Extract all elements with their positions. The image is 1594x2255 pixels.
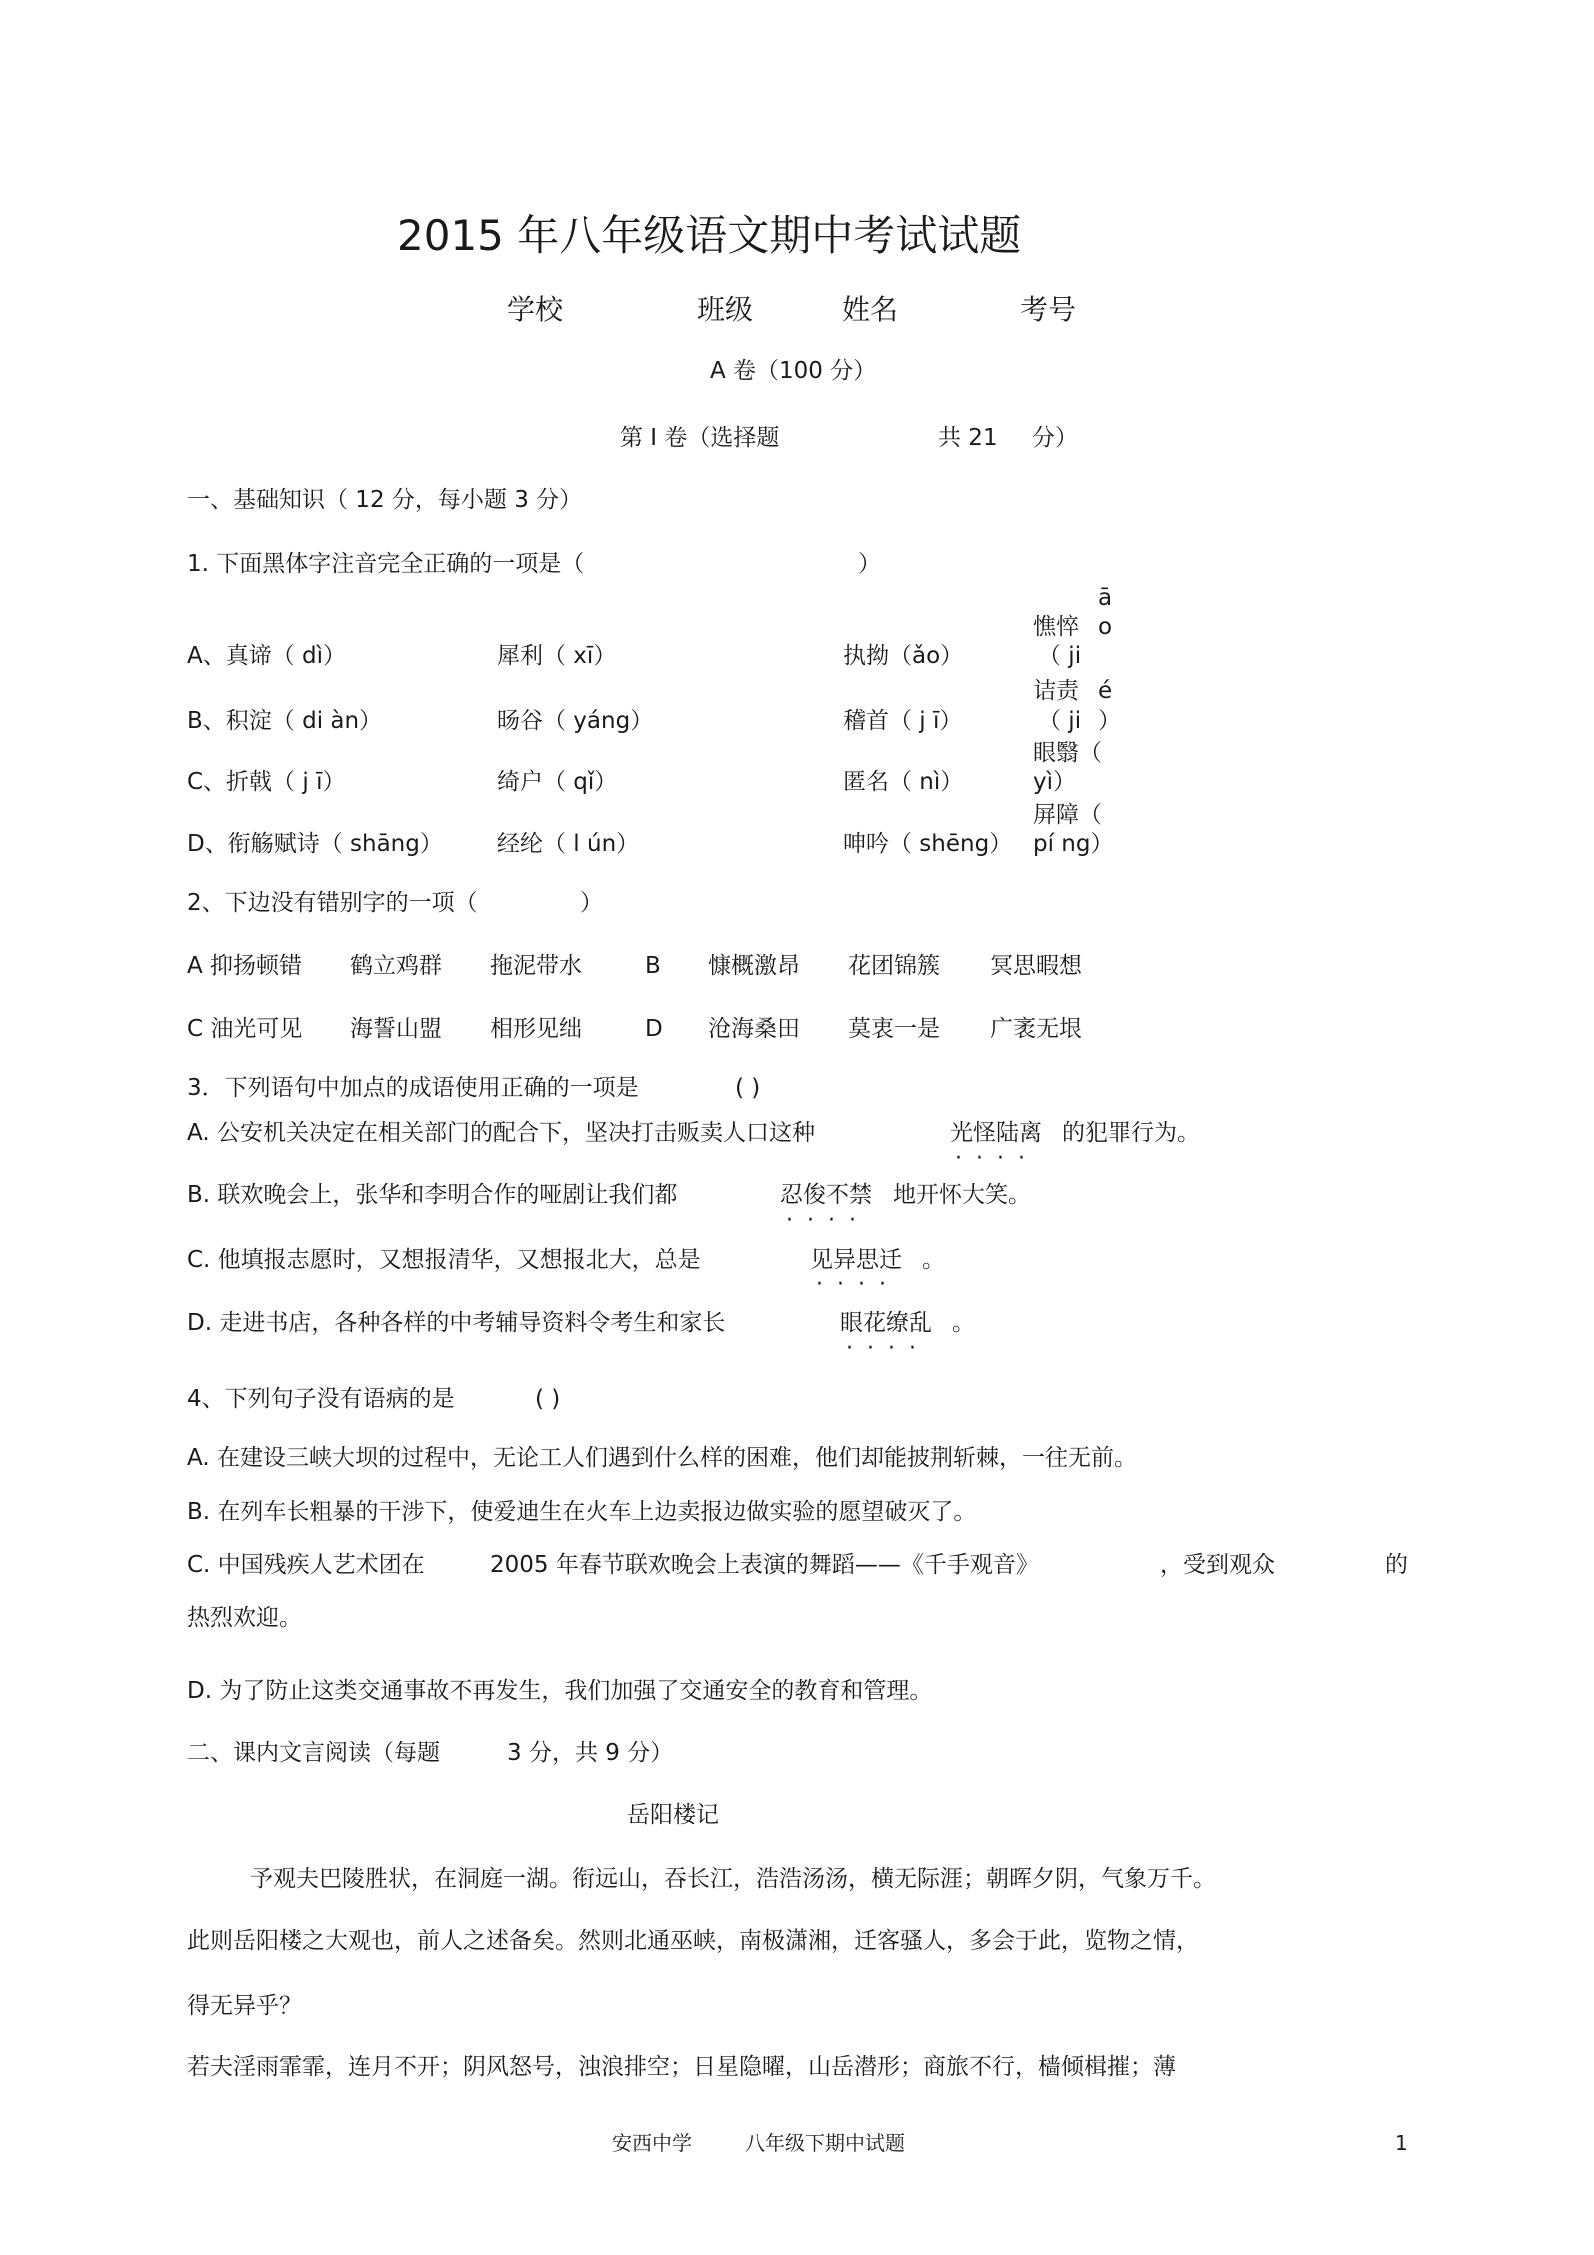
q3-option-b: B. 联欢晚会上，张华和李明合作的哑剧让我们都 [187, 1182, 678, 1208]
q3-option-d: D. 走进书店，各种各样的中考辅导资料令考生和家长 [187, 1310, 726, 1336]
q3-option-d-idiom: 眼花缭乱 [840, 1310, 932, 1336]
q1-option-c-3: 匿名（ nì） [843, 769, 964, 795]
q2-row1-item: B [645, 953, 661, 979]
q1-option-c-4: 眼翳（ [1033, 740, 1102, 766]
footer-description: 八年级下期中试题 [745, 2131, 905, 2155]
q3-option-b-post: 地开怀大笑。 [893, 1182, 1031, 1208]
q1-option-b-4-e: é [1098, 678, 1113, 704]
q1-option-a-top-pinyin: ā [1098, 585, 1113, 611]
q3-emphasis-dots: ···· [955, 1146, 1039, 1171]
q1-option-d-4-pinyin: pí ng） [1033, 831, 1114, 857]
q3-paren: ( ) [735, 1075, 761, 1101]
footer-school: 安西中学 [612, 2131, 692, 2155]
passage-line: 予观夫巴陵胜状，在洞庭一湖。衔远山，吞长江，浩浩汤汤，横无际涯；朝晖夕阴，气象万千。 [250, 1866, 1216, 1892]
q4-option-d: D. 为了防止这类交通事故不再发生，我们加强了交通安全的教育和管理。 [187, 1678, 933, 1704]
page-number: 1 [1395, 2131, 1408, 2155]
q1-option-a-3: 执拗（ǎo） [843, 643, 964, 669]
q1-option-b-4-pinyin: （ ji [1038, 708, 1082, 734]
q2-row1-item: 拖泥带水 [490, 953, 582, 979]
passage-line: 此则岳阳楼之大观也，前人之述备矣。然则北通巫峡，南极潇湘，迁客骚人，多会于此，览物之情， [187, 1928, 1199, 1954]
passage-title: 岳阳楼记 [627, 1802, 719, 1828]
q4-paren: ( ) [535, 1386, 561, 1412]
q3-option-c-post: 。 [922, 1247, 945, 1273]
q1-option-d-4: 屏障（ [1033, 802, 1102, 828]
q1-option-d-3: 呻吟（ shēng） [843, 831, 1013, 857]
part1-unit: 分） [1032, 425, 1078, 451]
q1-option-c-2: 绮户（ qǐ） [497, 769, 618, 795]
q1-option-d-1: D、衔觞赋诗（ shāng） [187, 831, 443, 857]
q2-row1-item: 鹤立鸡群 [350, 953, 442, 979]
passage-line: 得无异乎？ [187, 1993, 302, 2019]
q4-option-c-4: 的 [1385, 1552, 1408, 1578]
q3-stem: 3．下列语句中加点的成语使用正确的一项是 [187, 1075, 639, 1101]
q1-option-b-2: 旸谷（ yáng） [497, 708, 654, 734]
q3-option-c-idiom: 见异思迁 [810, 1247, 902, 1273]
q1-option-a-4: 憔悴 [1033, 614, 1079, 640]
q1-option-a-4-o: o [1098, 614, 1113, 640]
q4-option-c-1: C. 中国残疾人艺术团在 [187, 1552, 425, 1578]
q1-option-c-4-pinyin: yì） [1033, 769, 1077, 795]
school-label: 学校 [507, 293, 564, 326]
q3-emphasis-dots: ···· [816, 1272, 900, 1297]
section1-heading: 一、基础知识（ 12 分，每小题 3 分） [187, 487, 583, 513]
section2-heading: 二、课内文言阅读（每题 [187, 1740, 440, 1766]
q2-row1-item: 冥思暇想 [990, 953, 1082, 979]
q1-option-b-4: 诘责 [1033, 678, 1079, 704]
q4-stem: 4、下列句子没有语病的是 [187, 1386, 455, 1412]
q4-option-c-2: 2005 年春节联欢晚会上表演的舞蹈——《千手观音》 [490, 1552, 1039, 1578]
q2-row2-item: C 油光可见 [187, 1016, 303, 1042]
q3-option-a: A. 公安机关决定在相关部门的配合下，坚决打击贩卖人口这种 [187, 1120, 815, 1146]
q1-option-a-2: 犀利（ xī） [497, 643, 617, 669]
q1-option-a-1: A、真谛（ dì） [187, 643, 347, 669]
section2-points: 3 分，共 9 分） [507, 1740, 674, 1766]
q2-row2-item: 广袤无垠 [990, 1016, 1082, 1042]
q1-option-b-1: B、积淀（ di àn） [187, 708, 383, 734]
passage-line: 若夫淫雨霏霏，连月不开；阴风怒号，浊浪排空；日星隐曜，山岳潜形；商旅不行，樯倾楫摧；薄 [187, 2054, 1176, 2080]
page-title: 2015 年八年级语文期中考试试题 [397, 211, 1022, 260]
q2-row1-item: 花团锦簇 [848, 953, 940, 979]
q4-option-c-3: ，受到观众 [1160, 1552, 1275, 1578]
q2-row1-item: 慷概激昂 [708, 953, 800, 979]
q2-stem: 2、下边没有错别字的一项（ [187, 890, 478, 916]
class-label: 班级 [697, 293, 754, 326]
q3-option-c: C. 他填报志愿时，又想报清华，又想报北大，总是 [187, 1247, 701, 1273]
q1-option-b-4-close: ） [1098, 708, 1121, 734]
q1-option-c-1: C、折戟（ j ī） [187, 769, 346, 795]
q2-row1-item: A 抑扬顿错 [187, 953, 303, 979]
q3-option-a-post: 的犯罪行为。 [1062, 1120, 1200, 1146]
q2-row2-item: 相形见绌 [490, 1016, 582, 1042]
q3-emphasis-dots: ···· [786, 1208, 870, 1233]
q2-paren-close: ） [580, 890, 603, 916]
q3-emphasis-dots: ···· [846, 1336, 930, 1361]
q3-option-b-idiom: 忍俊不禁 [780, 1182, 872, 1208]
q1-stem: 1. 下面黑体字注音完全正确的一项是（ [187, 551, 585, 577]
q1-option-b-3: 稽首（ j ī） [843, 708, 963, 734]
q3-option-a-idiom: 光怪陆离 [950, 1120, 1042, 1146]
q4-option-a: A. 在建设三峡大坝的过程中，无论工人们遇到什么样的困难，他们却能披荆斩棘，一往无前。 [187, 1445, 1137, 1471]
q3-option-d-post: 。 [952, 1310, 975, 1336]
q2-row2-item: 莫衷一是 [848, 1016, 940, 1042]
paper-a-heading: A 卷（100 分） [710, 358, 877, 384]
q1-paren-close: ） [858, 551, 881, 577]
q4-option-c-5: 热烈欢迎。 [187, 1605, 302, 1631]
q2-row2-item: 海誓山盟 [350, 1016, 442, 1042]
q4-option-b: B. 在列车长粗暴的干涉下，使爱迪生在火车上边卖报边做实验的愿望破灭了。 [187, 1499, 977, 1525]
part1-heading: 第 I 卷（选择题 [620, 425, 780, 451]
q1-option-d-2: 经纶（ l ún） [497, 831, 640, 857]
q2-row2-item: D [645, 1016, 663, 1042]
q1-option-a-4-pinyin: （ ji [1038, 643, 1082, 669]
name-label: 姓名 [842, 293, 899, 326]
part1-total: 共 21 [938, 425, 998, 451]
exam-number-label: 考号 [1020, 293, 1077, 326]
q2-row2-item: 沧海桑田 [708, 1016, 800, 1042]
